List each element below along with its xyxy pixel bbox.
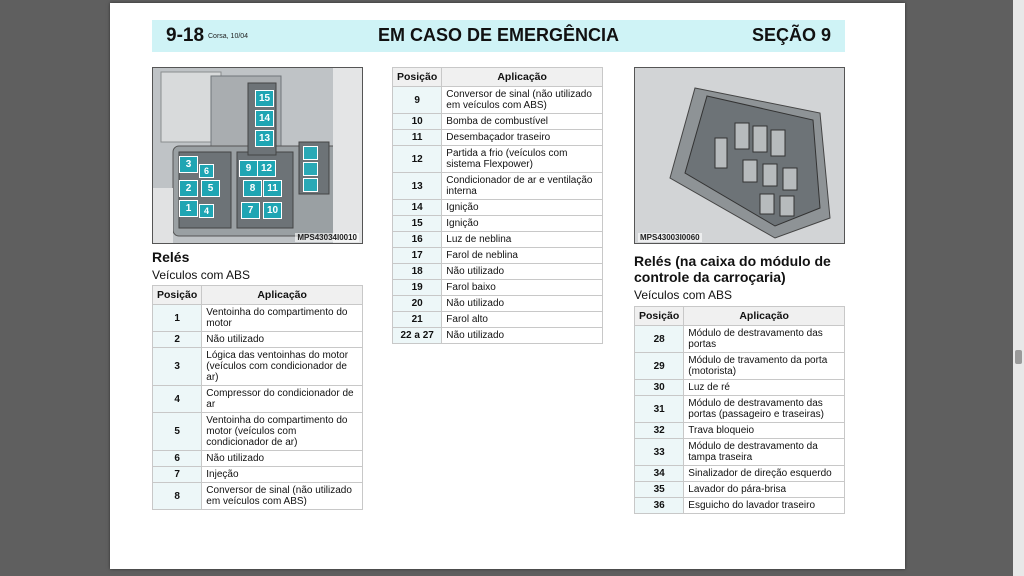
table-row [153, 348, 363, 386]
relay-position: 32 [635, 423, 684, 439]
table-row [393, 232, 603, 248]
page-header [152, 20, 845, 52]
table-row [393, 280, 603, 296]
col-header-application: Aplicação [684, 307, 845, 326]
relay-position: 30 [635, 380, 684, 396]
edition-label: Corsa, 10/04 [208, 33, 249, 40]
table-row [393, 264, 603, 280]
right-section-subtitle: Veículos com ABS [634, 288, 733, 302]
middle-relay-table [392, 67, 603, 344]
relay-position: 8 [153, 483, 202, 510]
relay-application: Condicionador de ar e ventilação interna [442, 173, 603, 200]
table-row [153, 413, 363, 451]
left-relay-table [152, 285, 363, 510]
figure-code: MPS43003I0060 [640, 233, 700, 242]
table-row [635, 466, 845, 482]
small-relay-c [303, 178, 318, 192]
relay-application: Esguicho do lavador traseiro [684, 498, 845, 514]
relay-application: Conversor de sinal (não utilizado em veículos com ABS) [202, 483, 363, 510]
col-header-application: Aplicação [442, 68, 603, 87]
relay-position: 34 [635, 466, 684, 482]
relay-position: 1 [153, 305, 202, 332]
col-header-position: Posição [635, 307, 684, 326]
relay-position: 12 [393, 146, 442, 173]
relay-1: 1 [179, 200, 198, 217]
relay-position: 14 [393, 200, 442, 216]
relay-position: 17 [393, 248, 442, 264]
relay-application: Luz de ré [684, 380, 845, 396]
relay-3: 3 [179, 156, 198, 173]
relay-position: 19 [393, 280, 442, 296]
relay-application: Não utilizado [442, 264, 603, 280]
table-row [393, 146, 603, 173]
relay-position: 6 [153, 451, 202, 467]
relay-position: 18 [393, 264, 442, 280]
relay-application: Não utilizado [202, 451, 363, 467]
relay-application: Injeção [202, 467, 363, 483]
engine-relay-box-image [152, 67, 363, 244]
relay-application: Luz de neblina [442, 232, 603, 248]
right-section-title: Relés (na caixa do módulo de controle da carroçaria) [634, 253, 831, 285]
relay-application: Farol alto [442, 312, 603, 328]
scrollbar-thumb[interactable] [1015, 350, 1022, 364]
manual-page [110, 3, 905, 569]
relay-position: 16 [393, 232, 442, 248]
relay-position: 11 [393, 130, 442, 146]
relay-position: 21 [393, 312, 442, 328]
table-row [393, 130, 603, 146]
small-relay-a [303, 146, 318, 160]
relay-application: Ventoinha do compartimento do motor [202, 305, 363, 332]
relay-11: 11 [263, 180, 282, 197]
relay-application: Conversor de sinal (não utilizado em veículos com ABS) [442, 87, 603, 114]
relay-application: Bomba de combustível [442, 114, 603, 130]
relay-position: 7 [153, 467, 202, 483]
relay-application: Não utilizado [442, 296, 603, 312]
table-row [635, 326, 845, 353]
table-row [635, 498, 845, 514]
relay-application: Farol de neblina [442, 248, 603, 264]
table-row [635, 380, 845, 396]
relay-position: 4 [153, 386, 202, 413]
body-module-relay-box-image [634, 67, 845, 244]
table-row [393, 312, 603, 328]
col-header-position: Posição [153, 286, 202, 305]
table-row [393, 328, 603, 344]
table-row [153, 451, 363, 467]
relay-application: Farol baixo [442, 280, 603, 296]
table-row [393, 173, 603, 200]
page-title: EM CASO DE EMERGÊNCIA [377, 25, 620, 45]
table-row [635, 423, 845, 439]
relay-13: 13 [255, 130, 274, 147]
table-row [635, 482, 845, 498]
relay-position: 31 [635, 396, 684, 423]
relay-application: Lógica das ventoinhas do motor (veículos com condicionador de ar) [202, 348, 363, 386]
table-row [635, 396, 845, 423]
relay-application: Ventoinha do compartimento do motor (veículos com condicionador de ar) [202, 413, 363, 451]
relay-position: 36 [635, 498, 684, 514]
relay-position: 33 [635, 439, 684, 466]
figure-code: MPS43034I0010 [297, 233, 357, 242]
vertical-scrollbar[interactable] [1013, 0, 1024, 576]
relay-application: Trava bloqueio [684, 423, 845, 439]
relay-2: 2 [179, 180, 198, 197]
relay-position: 28 [635, 326, 684, 353]
relay-application: Desembaçador traseiro [442, 130, 603, 146]
relay-application: Lavador do pára-brisa [684, 482, 845, 498]
relay-application: Compressor do condicionador de ar [202, 386, 363, 413]
relay-position: 5 [153, 413, 202, 451]
relay-application: Módulo de destravamento das portas (passageiro e traseiras) [684, 396, 845, 423]
relay-4: 4 [199, 204, 214, 218]
table-row [393, 200, 603, 216]
relay-5: 5 [201, 180, 220, 197]
relay-position: 13 [393, 173, 442, 200]
relay-position: 29 [635, 353, 684, 380]
table-row [393, 216, 603, 232]
col-header-application: Aplicação [202, 286, 363, 305]
relay-application: Módulo de travamento da porta (motorista) [684, 353, 845, 380]
relay-position: 3 [153, 348, 202, 386]
relay-9: 9 [239, 160, 258, 177]
relay-position: 15 [393, 216, 442, 232]
table-row [635, 439, 845, 466]
table-row [153, 483, 363, 510]
relay-12: 12 [257, 160, 276, 177]
relay-position: 22 a 27 [393, 328, 442, 344]
table-row [393, 114, 603, 130]
table-row [153, 305, 363, 332]
left-section-title: Relés [152, 249, 190, 265]
relay-position: 35 [635, 482, 684, 498]
left-section-subtitle: Veículos com ABS [152, 268, 251, 282]
relay-6: 6 [199, 164, 214, 178]
relay-15: 15 [255, 90, 274, 107]
relay-application: Ignição [442, 216, 603, 232]
relay-position: 2 [153, 332, 202, 348]
small-relay-b [303, 162, 318, 176]
relay-application: Partida a frio (veículos com sistema Flexpower) [442, 146, 603, 173]
table-row [393, 87, 603, 114]
relay-10: 10 [263, 202, 282, 219]
table-row [153, 467, 363, 483]
table-row [153, 332, 363, 348]
relay-application: Ignição [442, 200, 603, 216]
relay-7: 7 [241, 202, 260, 219]
relay-14: 14 [255, 110, 274, 127]
page-number: 9-18 [166, 25, 205, 46]
relay-8: 8 [243, 180, 262, 197]
module-box-drawing [635, 68, 844, 243]
table-row [153, 386, 363, 413]
relay-position: 10 [393, 114, 442, 130]
relay-position: 9 [393, 87, 442, 114]
right-relay-table [634, 306, 845, 514]
table-row [393, 296, 603, 312]
relay-application: Não utilizado [202, 332, 363, 348]
relay-application: Sinalizador de direção esquerdo [684, 466, 845, 482]
relay-position: 20 [393, 296, 442, 312]
table-row [393, 248, 603, 264]
relay-application: Módulo de destravamento das portas [684, 326, 845, 353]
relay-application: Módulo de destravamento da tampa traseira [684, 439, 845, 466]
relay-application: Não utilizado [442, 328, 603, 344]
table-row [635, 353, 845, 380]
col-header-position: Posição [393, 68, 442, 87]
section-label: SEÇÃO 9 [751, 25, 831, 45]
